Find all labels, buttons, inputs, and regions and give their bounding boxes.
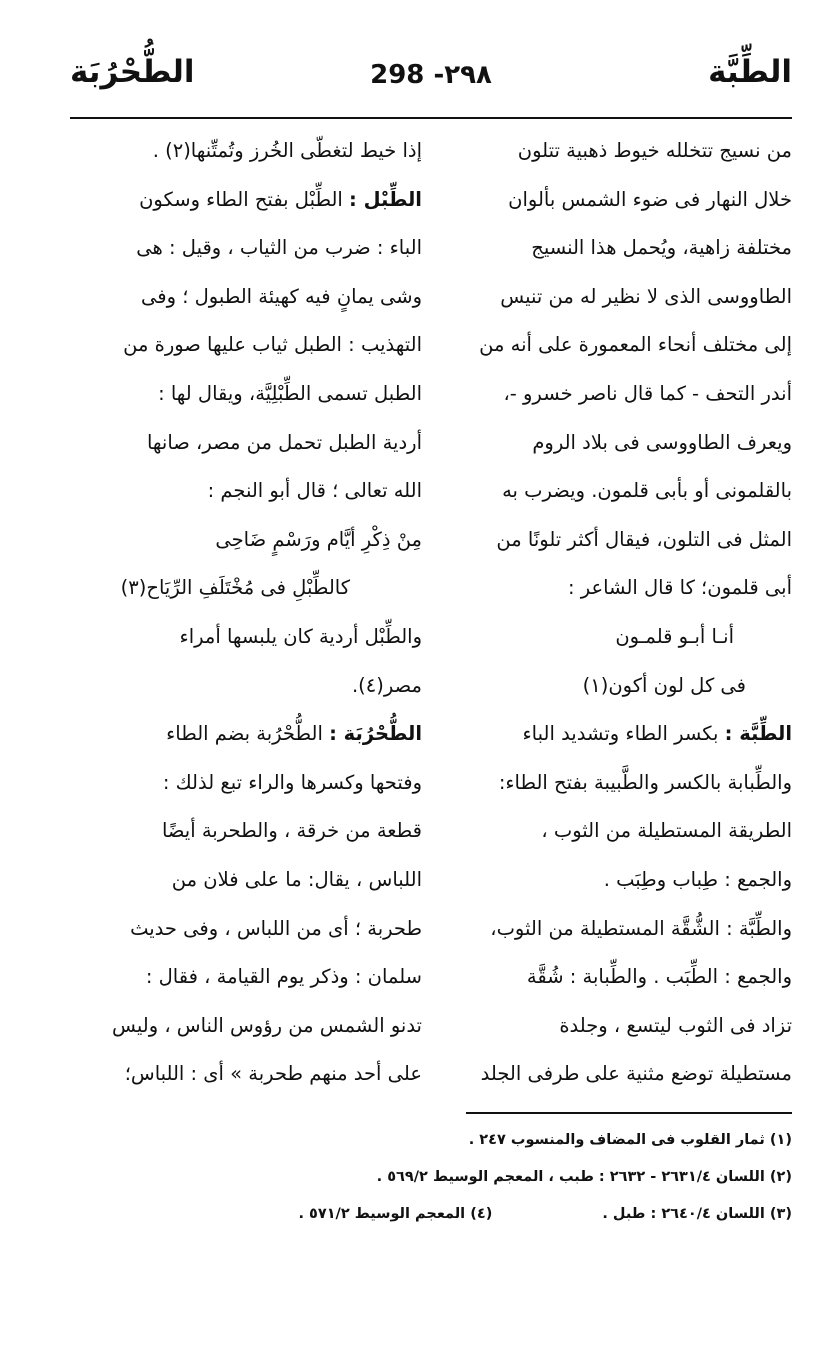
text-line: من نسيج تتخلله خيوط ذهبية تتلون <box>517 139 792 162</box>
footnotes <box>72 1122 792 1233</box>
text-line: مستطيلة توضع مثنية على طرفى الجلد <box>480 1062 792 1086</box>
running-head-right: الطِّبَّة <box>708 54 792 90</box>
text-line: اللباس ، يقال: ما على فلان من <box>171 867 422 891</box>
text-line: التهذيب : الطبل ثياب عليها صورة من <box>123 333 422 357</box>
footnote: (٢) اللسان ٢٦٣١/٤ - ٢٦٣٢ : طبب ، المعجم الوسيط ٥٦٩/٢ . <box>376 1169 792 1185</box>
verse-line: مِنْ ذِكْرِ أيَّام ورَسْمٍ ضَاحِى <box>215 527 422 551</box>
text-line: أبى قلمون؛ كا قال الشاعر : <box>567 576 792 600</box>
text-line: الطبل تسمى الطِّبْلِيَّة، ويقال لها : <box>158 381 422 405</box>
text-line: بالقلمونى أو بأبى قلمون. ويضرب به <box>502 479 792 503</box>
text-line: وشى يمانٍ فيه كهيئة الطبول ؛ وفى <box>141 284 422 308</box>
text-line: والطِّبابة بالكسر والطَّبيبة بفتح الطاء: <box>498 770 792 794</box>
footnote: (٣) اللسان ٢٦٤٠/٤ : طبل . <box>602 1206 792 1222</box>
text-line: تدنو الشمس من رؤوس الناس ، وليس <box>112 1013 422 1037</box>
verse-line: فى كل لون أكون(١) <box>582 673 746 697</box>
text-line: خلال النهار فى ضوء الشمس بألوان <box>508 187 792 211</box>
footnote-row <box>72 1196 792 1233</box>
left-column <box>70 127 422 1099</box>
footnote: (١) ثمار القلوب فى المضاف والمنسوب ٢٤٧ . <box>468 1132 792 1148</box>
right-column <box>440 127 792 1099</box>
page-number: 298 -٢٩٨ <box>370 60 492 90</box>
entry-definition: بكسر الطاء وتشديد الباء <box>522 722 719 746</box>
text-line: إذا خيط لتغطّى الخُرز وتُمتِّنها(٢) . <box>152 139 422 162</box>
text-line: على أحد منهم طحربة » أى : اللباس؛ <box>124 1062 422 1086</box>
text-line: المثل فى التلون، فيقال أكثر تلونًا من <box>496 527 792 551</box>
text-line: الطاووسى الذى لا نظير له من تنيس <box>500 284 792 308</box>
text-line: مصر(٤). <box>351 673 422 697</box>
text-line: والطِّبَّة : الشُّقَّة المستطيلة من الثوب، <box>490 916 792 940</box>
entry-tibba <box>440 710 792 759</box>
entry-definition: الطُّحْرُبة بضم الطاء <box>166 722 323 746</box>
text-line: مختلفة زاهية، ويُحمل هذا النسيج <box>531 236 792 260</box>
text-line: إلى مختلف أنحاء المعمورة على أنه من <box>479 333 792 357</box>
page-header <box>70 50 792 102</box>
text-line: الباء : ضرب من الثياب ، وقيل : هى <box>136 236 422 260</box>
verse-line: كالطِّبْلِ فى مُخْتَلَفِ الرِّيَاح(٣) <box>120 576 350 600</box>
text-line: والطِّبْل أردية كان يلبسها أمراء <box>179 624 422 648</box>
text-line: أردية الطبل تحمل من مصر، صانها <box>146 430 422 454</box>
entry-definition: الطِّبْل بفتح الطاء وسكون <box>139 187 343 211</box>
text-line: والجمع : طِباب وطِبَب . <box>603 867 792 891</box>
verse-line: أنـا أبـو قلمـون <box>615 624 734 648</box>
text-line: الطريقة المستطيلة من الثوب ، <box>541 819 792 843</box>
entry-tibl <box>70 176 422 225</box>
running-head-left: الطُّحْرُبَة <box>70 54 195 90</box>
text-line: الله تعالى ؛ قال أبو النجم : <box>207 479 422 503</box>
text-line: سلمان : وذكر يوم القيامة ، فقال : <box>145 965 422 989</box>
entry-headword: الطِّبْل : <box>349 187 422 211</box>
header-rule <box>70 117 792 119</box>
text-line: ويعرف الطاووسى فى بلاد الروم <box>532 430 792 454</box>
text-line: طحربة ؛ أى من اللباس ، وفى حديث <box>130 916 422 940</box>
footnote: (٤) المعجم الوسيط ٥٧١/٢ . <box>298 1206 493 1222</box>
footnote-rule <box>466 1112 792 1114</box>
text-line: قطعة من خرقة ، والطحربة أيضًا <box>161 819 422 843</box>
entry-headword: الطِّبَّة : <box>724 722 792 746</box>
text-line: أندر التحف - كما قال ناصر خسرو -، <box>503 381 792 405</box>
entry-tuhruba <box>70 710 422 759</box>
entry-headword: الطُّحْرُبَة : <box>329 722 422 746</box>
text-line: وفتحها وكسرها والراء تبع لذلك : <box>162 770 422 794</box>
text-line: والجمع : الطِّبَب . والطِّبابة : شُقَّة <box>526 965 792 989</box>
text-line: تزاد فى الثوب ليتسع ، وجلدة <box>559 1013 792 1037</box>
